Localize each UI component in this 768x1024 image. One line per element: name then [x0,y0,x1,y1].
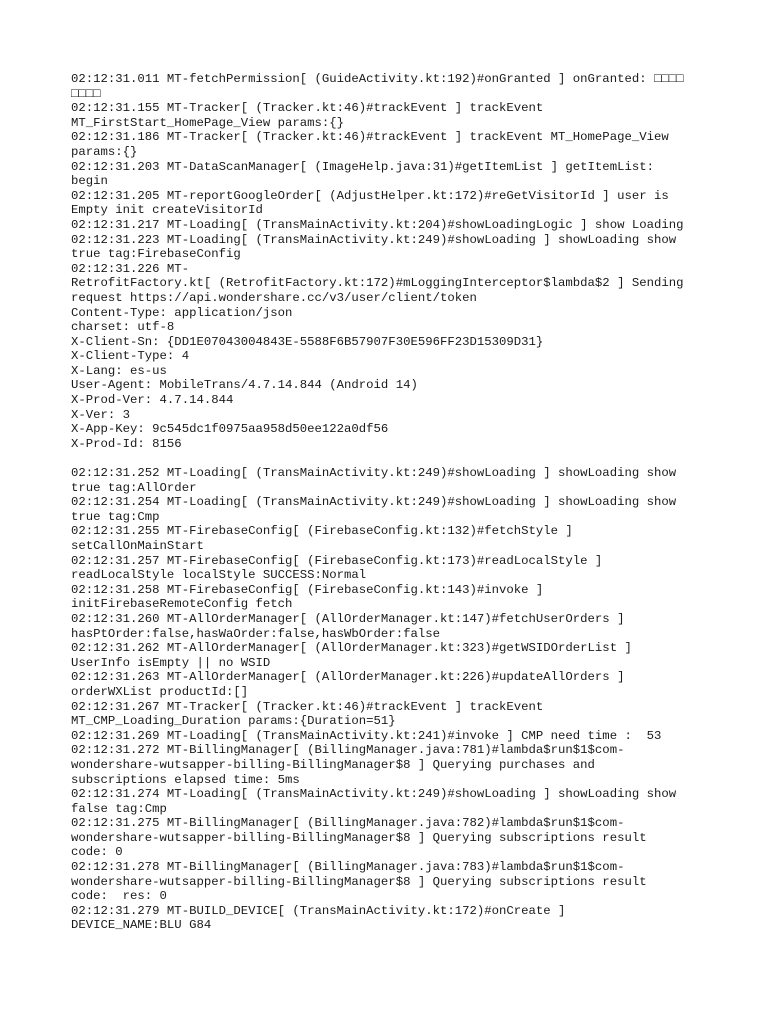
log-text-block [71,72,711,933]
log-line: X-Lang: es-us [71,363,167,378]
log-line: Empty init createVisitorId [71,203,263,218]
log-line: charset: utf-8 [71,320,175,335]
log-line: X-Client-Sn: {DD1E07043004843E-5588F6B57907F30E596FF23D15309D31} [71,334,544,349]
log-line: X-Prod-Id: 8156 [71,436,182,451]
log-line: 02:12:31.267 MT-Tracker[ (Tracker.kt:46)#trackEvent ] trackEvent [71,699,544,714]
log-line: 02:12:31.279 MT-BUILD_DEVICE[ (TransMainActivity.kt:172)#onCreate ] [71,903,566,918]
log-line: 02:12:31.263 MT-AllOrderManager[ (AllOrderManager.kt:226)#updateAllOrders ] [71,670,625,685]
log-line: subscriptions elapsed time: 5ms [71,772,300,787]
log-line: readLocalStyle localStyle SUCCESS:Normal [71,568,367,583]
log-line: DEVICE_NAME:BLU G84 [71,918,212,933]
log-line [71,451,711,466]
log-line: X-App-Key: 9c545dc1f0975aa958d50ee122a0df56 [71,422,389,437]
log-line: wondershare-wutsapper-billing-BillingManager$8 ] Querying purchases and [71,757,595,772]
log-line: 02:12:31.257 MT-FirebaseConfig[ (FirebaseConfig.kt:173)#readLocalStyle ] [71,553,603,568]
log-line: request https://api.wondershare.cc/v3/user/client/token [71,290,477,305]
log-line: MT_CMP_Loading_Duration params:{Duration=51} [71,714,396,729]
log-line: 02:12:31.269 MT-Loading[ (TransMainActivity.kt:241)#invoke ] CMP need time : 53 [71,728,662,743]
log-line: 02:12:31.254 MT-Loading[ (TransMainActivity.kt:249)#showLoading ] showLoading show [71,495,677,510]
log-line: true tag:AllOrder [71,480,197,495]
log-line: 02:12:31.274 MT-Loading[ (TransMainActivity.kt:249)#showLoading ] showLoading show [71,787,677,802]
log-line: 02:12:31.011 MT-fetchPermission[ (GuideActivity.kt:192)#onGranted ] onGranted: □□□□ [71,72,684,86]
log-line: 02:12:31.262 MT-AllOrderManager[ (AllOrderManager.kt:323)#getWSIDOrderList ] [71,641,632,656]
log-line: 02:12:31.205 MT-reportGoogleOrder[ (AdjustHelper.kt:172)#reGetVisitorId ] user is [71,188,669,203]
log-line: X-Client-Type: 4 [71,349,190,364]
log-line: 02:12:31.272 MT-BillingManager[ (BillingManager.java:781)#lambda$run$1$com- [71,743,625,758]
log-line: 02:12:31.226 MT- [71,261,190,276]
log-line: 02:12:31.217 MT-Loading[ (TransMainActivity.kt:204)#showLoadingLogic ] show Loading [71,217,684,232]
log-line: false tag:Cmp [71,801,167,816]
log-line: initFirebaseRemoteConfig fetch [71,597,293,612]
log-line: RetrofitFactory.kt[ (RetrofitFactory.kt:172)#mLoggingInterceptor$lambda$2 ] Sending [71,276,684,291]
log-line: Content-Type: application/json [71,305,293,320]
log-line: 02:12:31.260 MT-AllOrderManager[ (AllOrderManager.kt:147)#fetchUserOrders ] [71,611,625,626]
log-line: 02:12:31.255 MT-FirebaseConfig[ (FirebaseConfig.kt:132)#fetchStyle ] [71,524,573,539]
log-line: orderWXList productId:[] [71,684,249,699]
log-line: code: res: 0 [71,889,167,904]
log-line: 02:12:31.203 MT-DataScanManager[ (ImageHelp.java:31)#getItemList ] getItemList: [71,159,654,174]
log-line: X-Ver: 3 [71,407,131,422]
log-line: 02:12:31.223 MT-Loading[ (TransMainActivity.kt:249)#showLoading ] showLoading show [71,232,677,247]
log-line: setCallOnMainStart [71,539,204,553]
log-line: 02:12:31.155 MT-Tracker[ (Tracker.kt:46)#trackEvent ] trackEvent [71,101,544,116]
log-line: 02:12:31.186 MT-Tracker[ (Tracker.kt:46)#trackEvent ] trackEvent MT_HomePage_View [71,130,669,145]
log-line: begin [71,174,108,189]
log-line: 02:12:31.275 MT-BillingManager[ (BillingManager.java:782)#lambda$run$1$com- [71,816,625,831]
log-line: 02:12:31.252 MT-Loading[ (TransMainActivity.kt:249)#showLoading ] showLoading show [71,466,677,481]
log-line: □□□□ [71,86,101,101]
log-line: params:{} [71,144,138,159]
log-line: true tag:Cmp [71,509,160,524]
log-line: hasPtOrder:false,hasWaOrder:false,hasWbOrder:false [71,626,440,641]
log-line: wondershare-wutsapper-billing-BillingManager$8 ] Querying subscriptions result [71,874,647,889]
log-line: code: 0 [71,845,123,860]
log-line: X-Prod-Ver: 4.7.14.844 [71,393,234,408]
log-line: wondershare-wutsapper-billing-BillingManager$8 ] Querying subscriptions result [71,830,647,845]
log-line: 02:12:31.278 MT-BillingManager[ (BillingManager.java:783)#lambda$run$1$com- [71,860,625,875]
log-line: 02:12:31.258 MT-FirebaseConfig[ (FirebaseConfig.kt:143)#invoke ] [71,582,544,597]
log-line: true tag:FirebaseConfig [71,247,241,262]
log-line: MT_FirstStart_HomePage_View params:{} [71,115,345,130]
log-line: User-Agent: MobileTrans/4.7.14.844 (Android 14) [71,378,418,393]
log-line: UserInfo isEmpty || no WSID [71,655,271,670]
